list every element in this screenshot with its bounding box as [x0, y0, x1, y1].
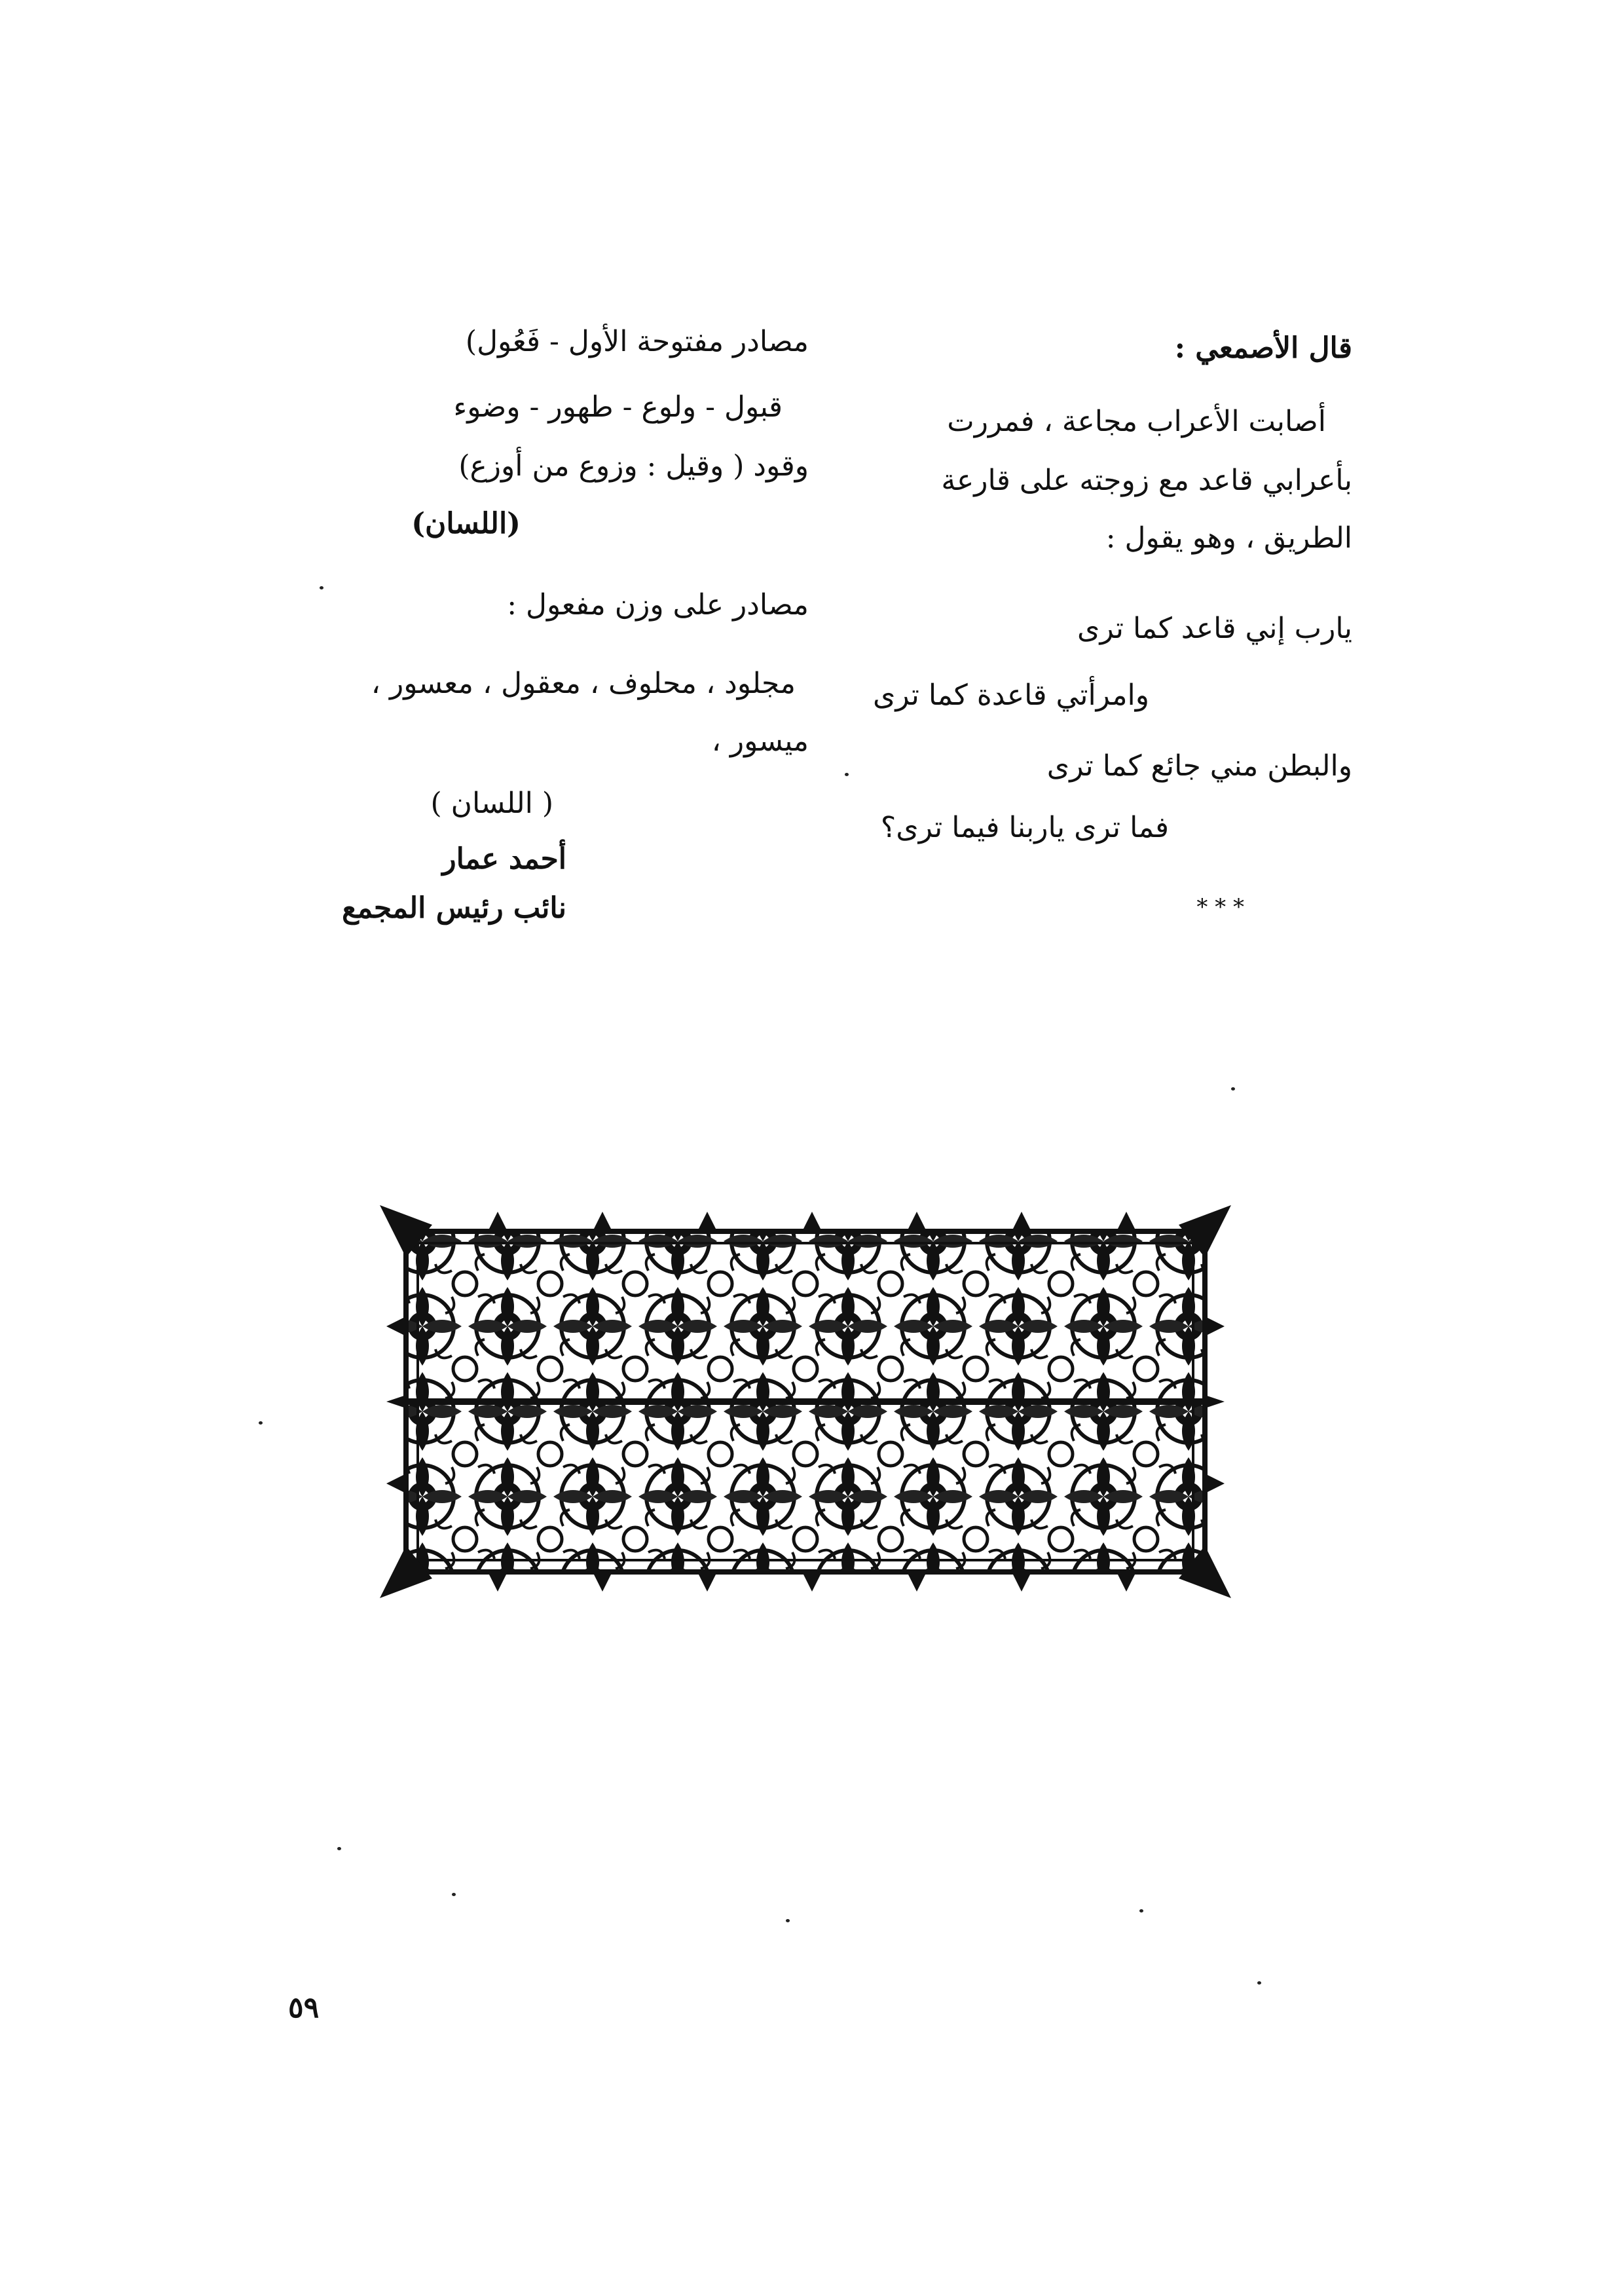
section1-line: قبول - ولوع - طهور - وضوء: [453, 390, 783, 424]
scan-speck: [1257, 1981, 1261, 1985]
paragraph-line: بأعرابي قاعد مع زوجته على قارعة: [941, 464, 1352, 497]
ornament-panel-icon: [380, 1199, 1231, 1605]
right-column: [802, 0, 1352, 982]
scan-speck: [1139, 1909, 1143, 1912]
verse-line: فما ترى ياربنا فيما ترى؟: [880, 811, 1169, 844]
scan-speck: [845, 773, 849, 776]
heading-asmai: قال الأصمعي :: [1174, 331, 1352, 365]
scan-speck: [337, 1847, 341, 1850]
section2-source: ( اللسان ): [430, 787, 553, 820]
author-name: أحمد عمار: [442, 842, 566, 876]
paragraph-line: الطريق ، وهو يقول :: [1105, 521, 1352, 555]
author-title: نائب رئيس المجمع: [342, 891, 566, 925]
section1-title: مصادر مفتوحة الأول - فَعُول): [465, 325, 809, 358]
left-column: [272, 0, 809, 982]
section2-line: مجلود ، محلوف ، معقول ، معسور ،: [371, 667, 796, 700]
scan-speck: [1231, 1087, 1235, 1091]
section1-line: وقود ( وقيل : وزوع من أوزع): [458, 449, 809, 483]
verse-line: وامرأتي قاعدة كما ترى: [872, 679, 1149, 712]
scan-speck: [452, 1893, 456, 1896]
page-number: ٥٩: [288, 1991, 320, 2024]
verse-line: والبطن مني جائع كما ترى: [1046, 749, 1352, 783]
scan-speck: [786, 1919, 790, 1922]
section-separator: * * *: [1196, 894, 1244, 920]
section1-source: (اللسان): [411, 507, 521, 540]
scan-speck: [259, 1421, 263, 1425]
paragraph-line: أصابت الأعراب مجاعة ، فمررت: [947, 405, 1326, 438]
section2-line: ميسور ،: [711, 724, 809, 758]
section2-title: مصادر على وزن مفعول :: [507, 588, 809, 622]
scan-speck: [320, 586, 323, 589]
verse-line: يارب إني قاعد كما ترى: [1077, 612, 1352, 645]
